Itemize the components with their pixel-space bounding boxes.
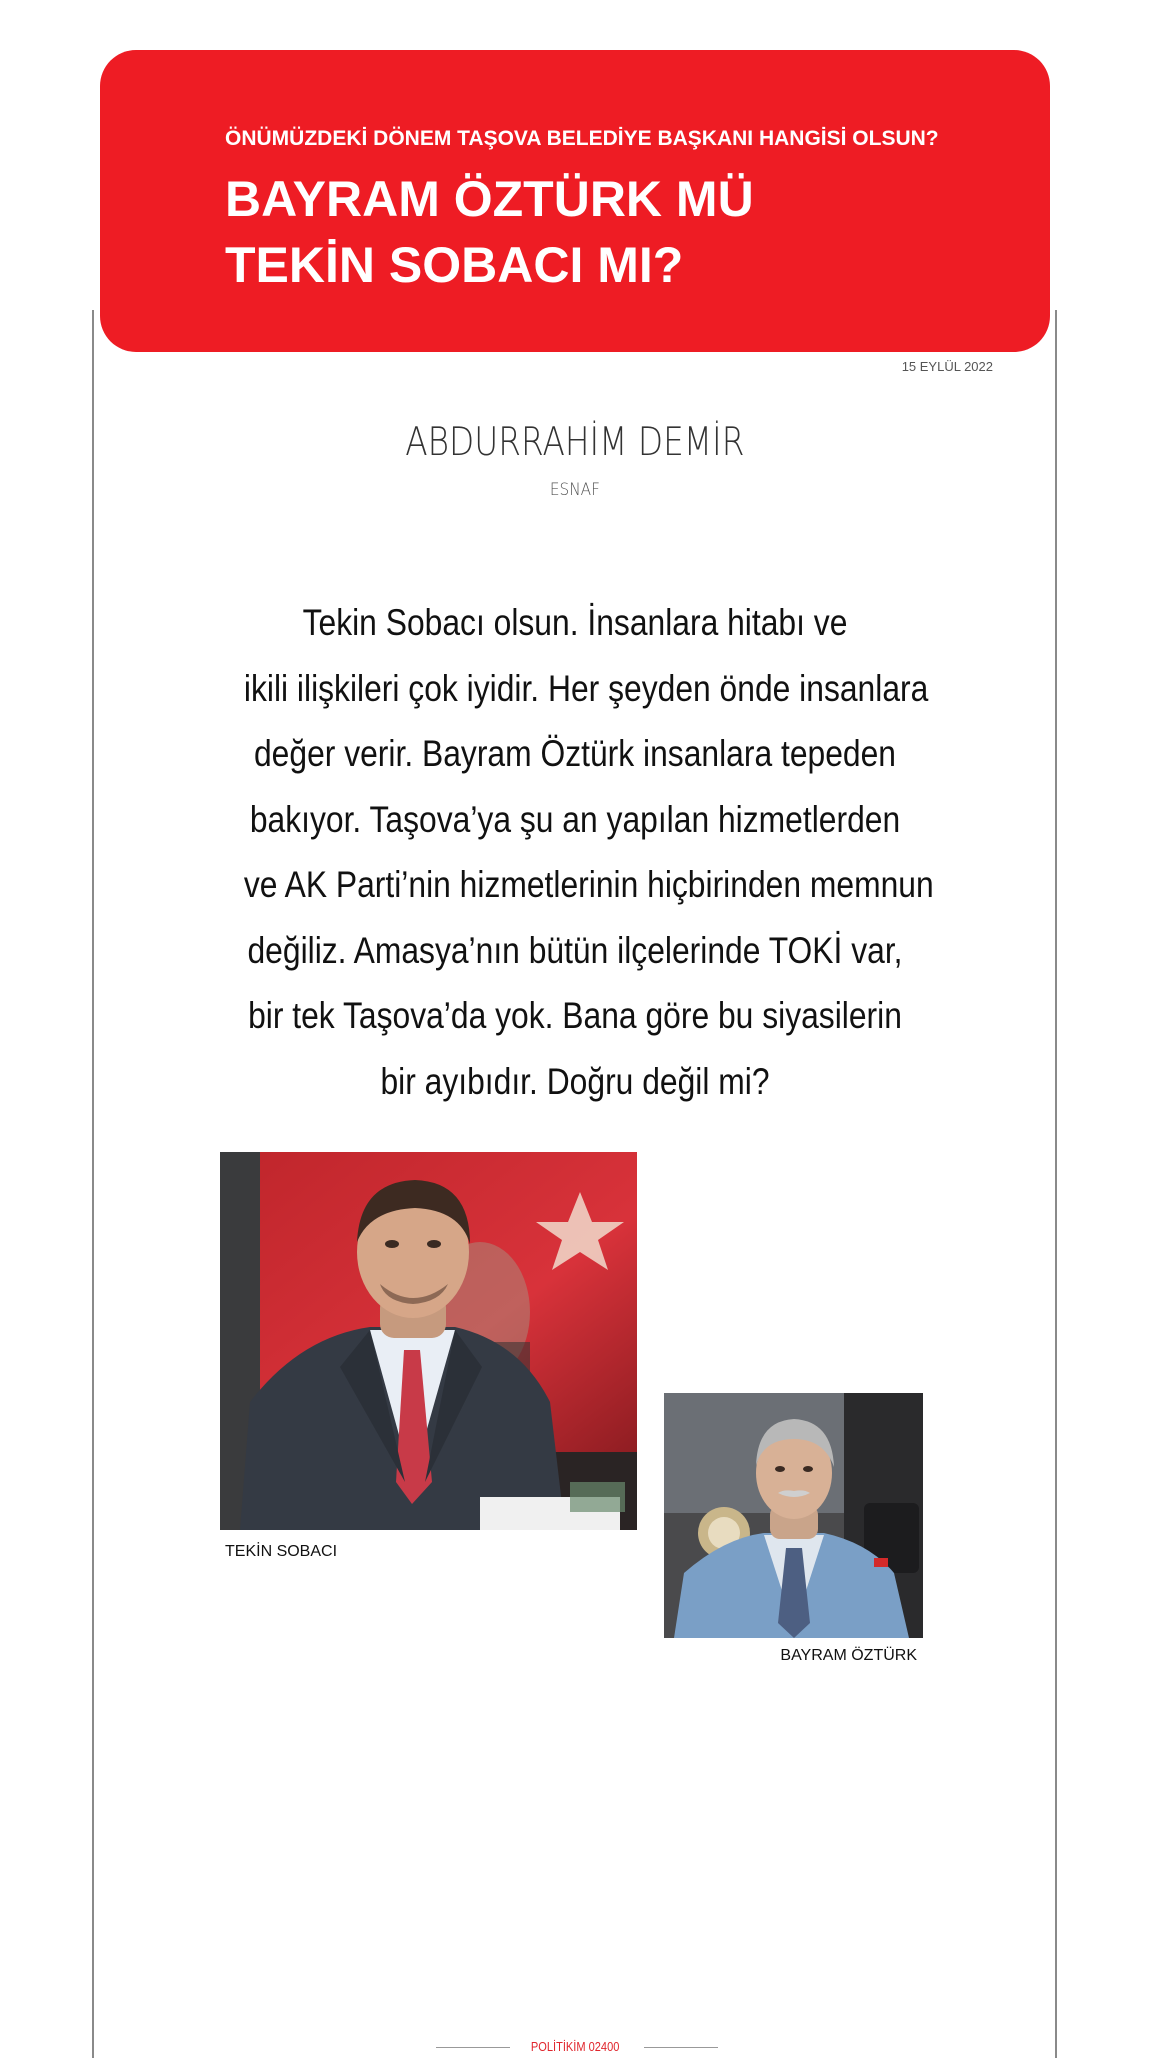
portrait-illustration — [664, 1393, 923, 1638]
author-name: ABDURRAHİM DEMİR — [405, 420, 745, 465]
headline-line-1: BAYRAM ÖZTÜRK MÜ — [225, 171, 754, 227]
headline — [225, 166, 754, 298]
tekin-sobaci-photo — [220, 1152, 637, 1530]
publish-date: 15 EYLÜL 2022 — [901, 359, 993, 374]
quote-line: bir tek Taşova’da yok. Bana göre bu siyasilerin — [248, 995, 902, 1036]
footer-publication-label: POLİTİKİM 02400 — [530, 2039, 620, 2054]
page-frame-left — [92, 310, 94, 2058]
header-kicker: ÖNÜMÜZDEKİ DÖNEM TAŞOVA BELEDİYE BAŞKANI HANGİSİ OLSUN? — [225, 127, 939, 150]
quote-line: değer verir. Bayram Öztürk insanlara tepeden — [253, 733, 897, 774]
quote-line: değiliz. Amasya’nın bütün ilçelerinde TOKİ var, — [247, 929, 903, 971]
quote-line: ve AK Parti’nin hizmetlerinin hiçbirinden memnun — [243, 864, 934, 905]
tekin-sobaci-caption: TEKİN SOBACI — [225, 1543, 338, 1560]
bayram-ozturk-caption: BAYRAM ÖZTÜRK — [780, 1647, 917, 1664]
quote-line: bir ayıbıdır. Doğru değil mi? — [380, 1060, 770, 1102]
page-frame-right — [1055, 310, 1057, 2058]
quote-line: bakıyor. Taşova’ya şu an yapılan hizmetlerden — [249, 798, 901, 840]
author-role: ESNAF — [549, 480, 600, 500]
bayram-ozturk-photo — [664, 1393, 923, 1638]
quote-line: ikili ilişkileri çok iyidir. Her şeyden önde insanlara — [243, 667, 929, 709]
portrait-illustration — [220, 1152, 637, 1530]
quote-text — [190, 590, 960, 1114]
quote-line: Tekin Sobacı olsun. İnsanlara hitabı ve — [302, 602, 848, 643]
headline-line-2: TEKİN SOBACI MI? — [225, 237, 684, 293]
